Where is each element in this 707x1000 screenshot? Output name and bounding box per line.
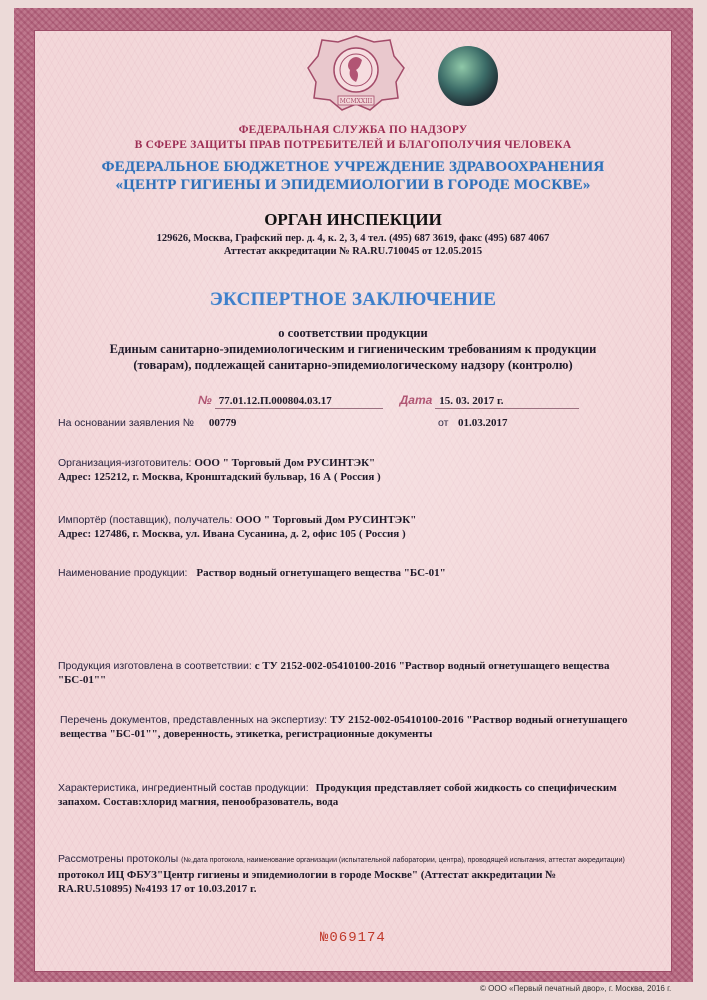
manufacturer-block: Организация-изготовитель: ООО " Торговый Дом РУСИНТЭК" Адрес: 125212, г. Москва, Кронштадский бульвар, 16 А ( Россия )	[58, 457, 381, 483]
documents-block: Перечень документов, представленных на экспертизу: ТУ 2152-002-05410100-2016 "Раствор водный огнетушащего вещества "БС-01"", доверенность, этикетка, регистрационные документы	[60, 714, 628, 740]
application-line: На основании заявления № 00779 от 01.03.2017	[58, 417, 508, 429]
made-according-block: Продукция изготовлена в соответствии: с ТУ 2152-002-05410100-2016 "Раствор водный огнетушащего вещества "БС-01""	[58, 660, 610, 686]
printer-credit: © ООО «Первый печатный двор», г. Москва, 2016 г.	[480, 984, 672, 993]
svg-text:MCMXXIII: MCMXXIII	[339, 98, 373, 105]
importer-block: Импортёр (поставщик), получатель: ООО " Торговый Дом РУСИНТЭК" Адрес: 127486, г. Москва, ул. Ивана Сусанина, д. 2, офис 105 ( Россия )	[58, 514, 417, 540]
conclusion-number: № 77.01.12.П.000804.03.17 Дата 15. 03. 2017 г.	[198, 393, 579, 409]
institution-name: ФЕДЕРАЛЬНОЕ БЮДЖЕТНОЕ УЧРЕЖДЕНИЕ ЗДРАВООХРАНЕНИЯ «ЦЕНТР ГИГИЕНЫ И ЭПИДЕМИОЛОГИИ В ГОРОДЕ МОСКВЕ»	[101, 159, 605, 193]
serial-number: №069174	[320, 930, 386, 946]
rospotrebnadzor-emblem	[304, 32, 408, 112]
hologram-seal	[438, 46, 498, 106]
service-name: ФЕДЕРАЛЬНАЯ СЛУЖБА ПО НАДЗОРУ В СФЕРЕ ЗАЩИТЫ ПРАВ ПОТРЕБИТЕЛЕЙ И БЛАГОПОЛУЧИЯ ЧЕЛОВЕКА	[134, 124, 572, 151]
product-name-block: Наименование продукции: Раствор водный огнетушащего вещества "БС-01"	[58, 567, 446, 579]
document-title: ЭКСПЕРТНОЕ ЗАКЛЮЧЕНИЕ	[209, 289, 497, 310]
characteristics-block: Характеристика, ингредиентный состав продукции: Продукция представляет собой жидкость со специфическим запахом. Состав:хлорид магния, пенообразователь, вода	[58, 782, 617, 808]
organ-contacts: 129626, Москва, Графский пер. д. 4, к. 2, 3, 4 тел. (495) 687 3619, факс (495) 687 4067 Аттестат аккредитации № RA.RU.710045 от 12.05.2015	[156, 233, 550, 257]
protocols-block: Рассмотрены протоколы (№,дата протокола, наименование организации (испытательной лаборатории, центра), проводящей испытания, аттестат аккредитации) протокол ИЦ ФБУЗ"Центр гигиены и эпидемиологии в городе Москве" (Аттестат аккредитации № RA.RU.510895) №4193 17 от 10.03.2017 г.	[58, 853, 625, 895]
organ-title: ОРГАН ИНСПЕКЦИИ	[264, 210, 442, 229]
document-subtitle: о соответствии продукции Единым санитарно-эпидемиологическим и гигиеническим требованиям к продукции (товарам), подлежащей санитарно-эпидемиологическому надзору (контролю)	[109, 326, 597, 372]
